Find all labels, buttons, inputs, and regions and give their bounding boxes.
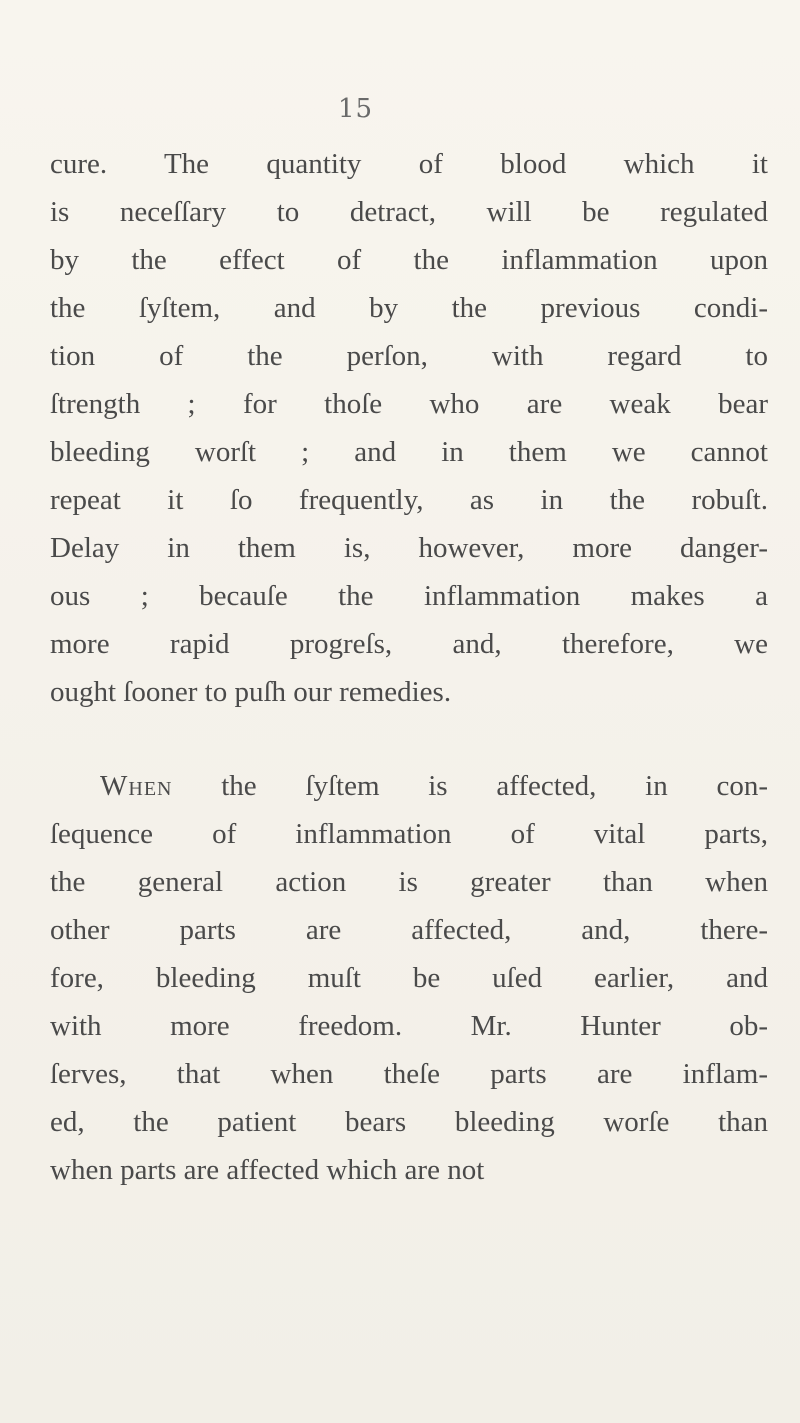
text-line: when parts are affected which are not <box>50 1154 485 1186</box>
text-line: cure. The quantity of blood which it <box>50 148 768 180</box>
text-line: fore, bleeding muſt be uſed earlier, and <box>50 962 768 994</box>
text-line: by the effect of the inflammation upon <box>50 244 768 276</box>
text-line: other parts are affected, and, there- <box>50 914 768 946</box>
paragraph-1 <box>50 140 768 716</box>
text-line: repeat it ſo frequently, as in the robuſt. <box>50 484 768 516</box>
text-line: ed, the patient bears bleeding worſe than <box>50 1106 768 1138</box>
text-line: tion of the perſon, with regard to <box>50 340 768 372</box>
text-line: more rapid progreſs, and, therefore, we <box>50 628 768 660</box>
text-line: ſequence of inflammation of vital parts, <box>50 818 768 850</box>
paragraph-first-line <box>50 762 768 810</box>
text-line: the general action is greater than when <box>50 866 768 898</box>
text-line: the ſyſtem, and by the previous condi- <box>50 292 768 324</box>
paragraph-2 <box>50 762 768 1194</box>
text-line: ſerves, that when theſe parts are inflam- <box>50 1058 768 1090</box>
text-line: is neceſſary to detract, will be regulated <box>50 196 768 228</box>
first-line-text: the ſyſtem is affected, in con- <box>221 770 768 802</box>
page-number: 15 <box>338 94 374 124</box>
text-line: with more freedom. Mr. Hunter ob- <box>50 1010 768 1042</box>
text-line: Delay in them is, however, more danger- <box>50 532 768 564</box>
lead-word: When <box>100 770 173 802</box>
text-line: ought ſooner to puſh our remedies. <box>50 676 452 708</box>
text-line: bleeding worſt ; and in them we cannot <box>50 436 768 468</box>
text-line: ſtrength ; for thoſe who are weak bear <box>50 388 768 420</box>
text-line: ous ; becauſe the inflammation makes a <box>50 580 768 612</box>
